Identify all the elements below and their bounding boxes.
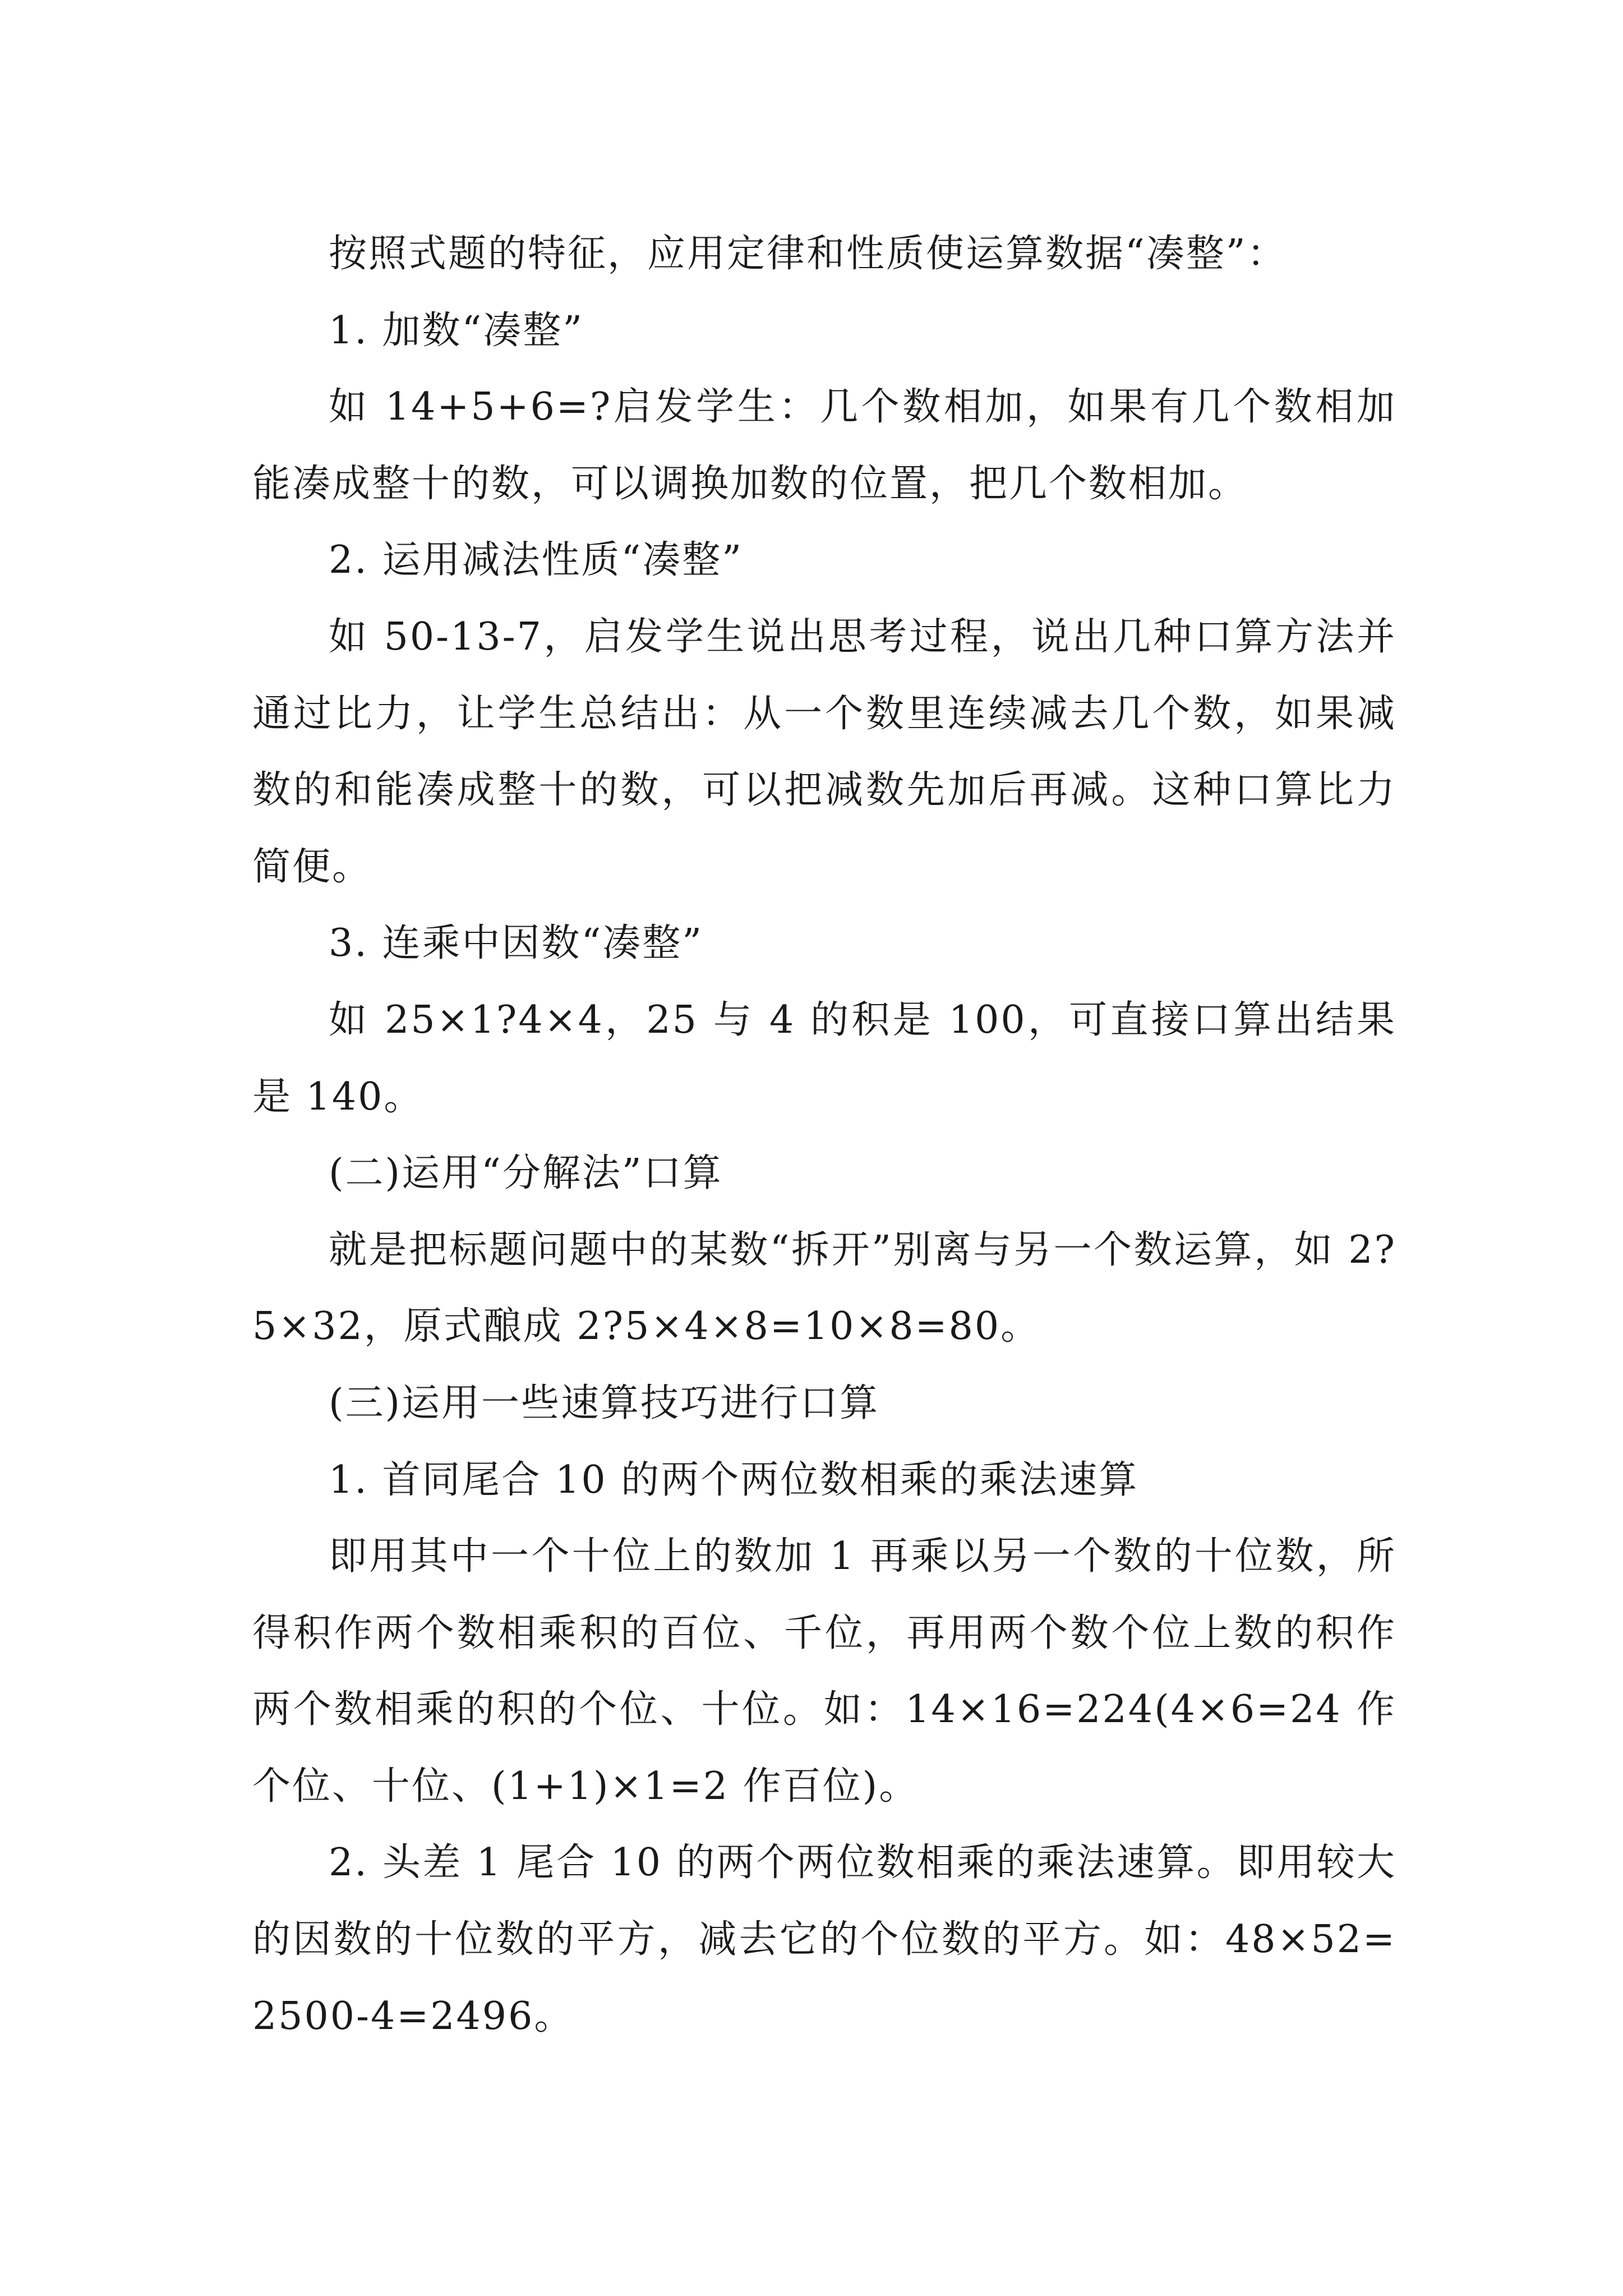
heading-subtraction-rounding: 2. 运用减法性质“凑整” — [329, 538, 744, 583]
paragraph-addend-example: 如 14+5+6=?启发学生：几个数相加，如果有几个数相加能凑成整十的数，可以调换加数的位置，把几个数相加。 — [252, 385, 1396, 506]
heading-factor-rounding: 3. 连乘中因数“凑整” — [329, 921, 704, 966]
heading-addend-rounding: 1. 加数“凑整” — [329, 308, 584, 353]
paragraph-head-diff-one: 2. 头差 1 尾合 10 的两个两位数相乘的乘法速算。即用较大的因数的十位数的平方，减去它的个位数的平方。如：48×52=2500-4=2496。 — [252, 1841, 1396, 2039]
document-body — [252, 216, 1396, 2055]
heading-speed-techniques: (三)运用一些速算技巧进行口算 — [329, 1381, 880, 1425]
paragraph-subtraction-example: 如 50-13-7，启发学生说出思考过程，说出几种口算方法并通过比力，让学生总结出：从一个数里连续减去几个数，如果减数的和能凑成整十的数，可以把减数先加后再减。这种口算比力简便。 — [252, 614, 1396, 889]
paragraph-intro: 按照式题的特征，应用定律和性质使运算数据“凑整”： — [329, 232, 1287, 276]
heading-decomposition-method: (二)运用“分解法”口算 — [329, 1151, 723, 1196]
paragraph-same-head-explanation: 即用其中一个十位上的数加 1 再乘以另一个数的十位数，所得积作两个数相乘积的百位、千位，再用两个数个位上数的积作两个数相乘的积的个位、十位。如：14×16=224(4×6=24 作个位、十位、(1+1)×1=2 作百位)。 — [252, 1534, 1396, 1809]
paragraph-factor-example: 如 25×1?4×4，25 与 4 的积是 100，可直接口算出结果是 140。 — [252, 997, 1396, 1119]
heading-same-head-tail-sum-ten: 1. 首同尾合 10 的两个两位数相乘的乘法速算 — [329, 1457, 1139, 1502]
paragraph-decomposition-example: 就是把标题问题中的某数“拆开”别离与另一个数运算，如 2?5×32，原式酿成 2?5×4×8=10×8=80。 — [252, 1227, 1396, 1349]
